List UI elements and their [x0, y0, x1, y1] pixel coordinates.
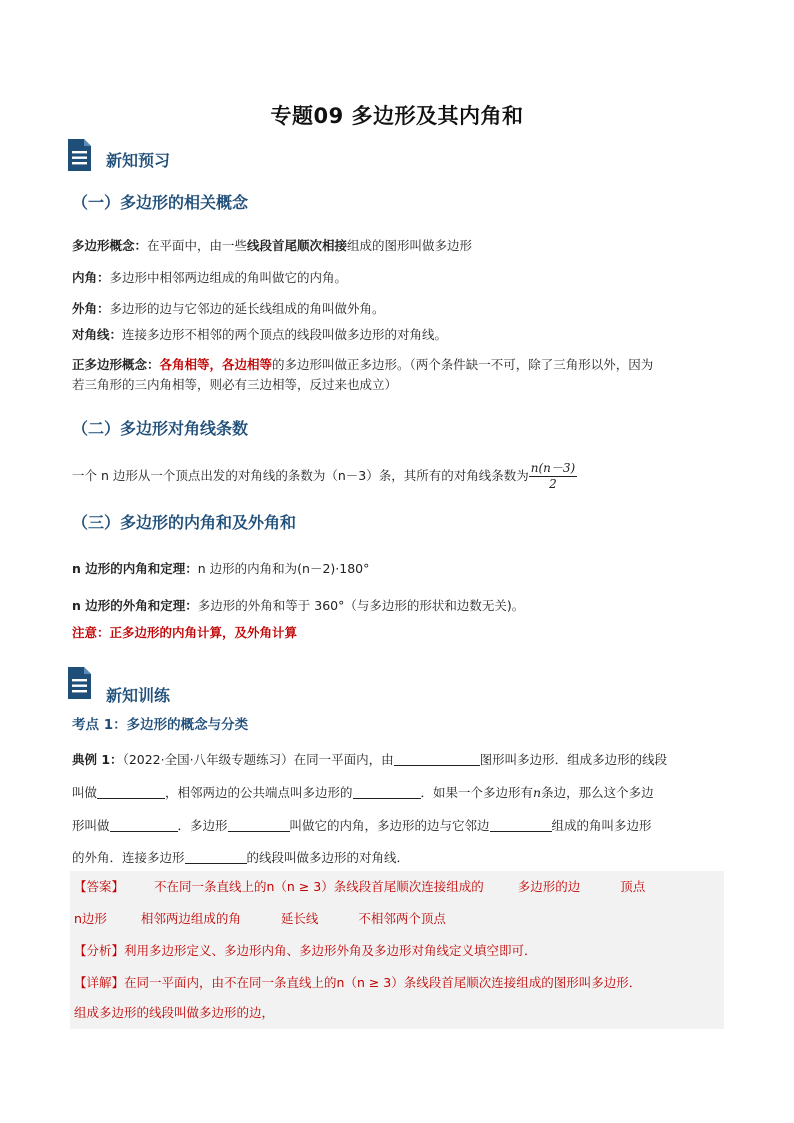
answer-box	[70, 871, 724, 1029]
document-icon	[66, 138, 92, 172]
section-title: 新知训练	[106, 686, 171, 705]
exterior-sum-theorem: n 边形的外角和定理：多边形的外角和等于 360°（与多边形的形状和边数无关)。	[72, 598, 525, 613]
subsection-title: （二）多边形对角线条数	[72, 419, 249, 438]
example-line-2: 叫做 ，相邻两边的公共端点叫多边形的 ．如果一个多边形有n条边，那么这个多边	[72, 785, 654, 800]
subsection-title: （一）多边形的相关概念	[72, 193, 249, 212]
diagonal-formula: $\frac{n(n-3)}{2}$	[530, 461, 576, 491]
note: 注意：正多边形的内角计算，及外角计算	[72, 625, 298, 640]
diagonal-count-text: 一个 n 边形从一个顶点出发的对角线的条数为（n－3）条，其所有的对角线条数为 $\frac{n(n-3)}{2}$	[72, 461, 576, 491]
analysis-line: 【分析】利用多边形定义、多边形内角、多边形外角及多边形对角线定义填空即可．	[74, 943, 537, 958]
subsection-title: （三）多边形的内角和及外角和	[72, 513, 297, 532]
example-line-4: 的外角．连接多边形 的线段叫做多边形的对角线．	[72, 850, 410, 865]
section-preview	[66, 138, 366, 178]
blank[interactable]	[228, 817, 290, 832]
detail-line-1: 【详解】在同一平面内，由不在同一条直线上的n（n ≥ 3）条线段首尾顺次连接组成的图形叫多边形．	[74, 975, 642, 990]
blank[interactable]	[110, 817, 178, 832]
document-icon	[66, 666, 92, 700]
definition-regular-polygon: 正多边形概念：各角相等，各边相等的多边形叫做正多边形。（两个条件缺一不可，除了三角形以外，因为	[72, 357, 654, 372]
answer-line-2: n边形 相邻两边组成的角 延长线 不相邻两个顶点	[74, 911, 446, 926]
example-line-1: 典例 1：（2022·全国·八年级专题练习）在同一平面内，由 图形叫多边形．组成多边形的线段	[72, 752, 668, 767]
blank[interactable]	[394, 751, 480, 766]
kaodian-title: 考点 1：多边形的概念与分类	[72, 717, 249, 733]
definition-polygon: 多边形概念：在平面中，由一些线段首尾顺次相接组成的图形叫做多边形	[72, 238, 473, 253]
example-line-3: 形叫做 ．多边形 叫做它的内角，多边形的边与它邻边 组成的角叫多边形	[72, 818, 652, 833]
blank[interactable]	[490, 817, 552, 832]
blank[interactable]	[353, 784, 421, 799]
blank[interactable]	[97, 784, 165, 799]
interior-sum-theorem: n 边形的内角和定理：n 边形的内角和为(n－2)·180°	[72, 561, 370, 576]
definition-interior-angle: 内角：多边形中相邻两边组成的角叫做它的内角。	[72, 270, 348, 285]
definition-diagonal: 对角线：连接多边形不相邻的两个顶点的线段叫做多边形的对角线。	[72, 327, 448, 342]
blank[interactable]	[185, 849, 247, 864]
answer-line-1: 【答案】 不在同一条直线上的n（n ≥ 3）条线段首尾顺次连接组成的 多边形的边 顶点	[74, 879, 646, 894]
page-title: 专题09 多边形及其内角和	[270, 104, 524, 128]
section-title: 新知预习	[106, 151, 171, 170]
section-training	[66, 666, 366, 706]
definition-exterior-angle: 外角：多边形的边与它邻边的延长线组成的角叫做外角。	[72, 301, 385, 316]
detail-line-2: 组成多边形的线段叫做多边形的边，	[74, 1005, 275, 1020]
definition-regular-polygon-cont: 若三角形的三内角相等，则必有三边相等，反过来也成立）	[72, 377, 398, 392]
